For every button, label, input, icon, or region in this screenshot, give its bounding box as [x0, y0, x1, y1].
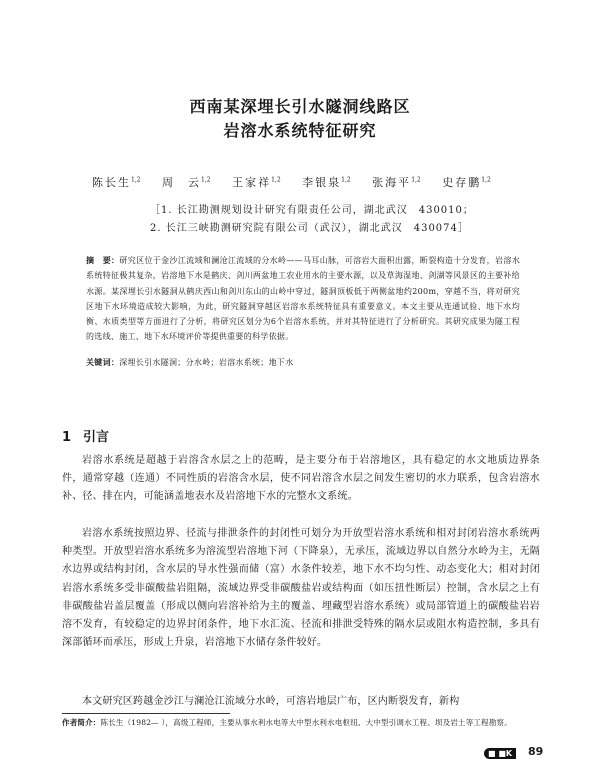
- author: 李银泉$^{1,2}$: [302, 176, 351, 189]
- author: 史存鹏$^{1,2}$: [442, 176, 491, 189]
- body-paragraph-3: 本文研究区跨越金沙江与澜沧江流域分水岭，可溶岩地层广布，区内断裂发育，新构: [82, 696, 460, 707]
- footnote-text: 陈长生（1982— ），高级工程师，主要从事水利水电等大中型水利水电枢纽、大中型引调水工程、坝及岩土等工程勘察。: [100, 718, 512, 727]
- journal-logo-icon: ■ ■K: [484, 748, 516, 759]
- abstract: [86, 253, 520, 345]
- author: 周 云$^{1,2}$: [162, 176, 211, 189]
- keywords-label: 关键词：: [86, 358, 120, 367]
- section-title: 引言: [83, 430, 110, 445]
- abstract-label: 摘 要：: [86, 256, 120, 265]
- affiliation-2: 2. 长江三峡勘测研究院有限公司（武汉），湖北武汉 430074］: [150, 223, 469, 234]
- body-paragraph-1: 岩溶水系统是超越于岩溶含水层之上的范畴，是主要分布于岩溶地区，具有稳定的水文地质边界条件，通常穿越（连通）不同性质的岩溶含水层，使不同岩溶含水层之间发生密切的水力联系，包含岩溶水补、径、排在内，可能涵盖地表水及岩溶地下水的完整水文系统。: [62, 455, 540, 503]
- keywords: [86, 357, 526, 368]
- author: 王家祥$^{1,2}$: [232, 176, 281, 189]
- section-number: 1: [62, 430, 72, 445]
- author: 张海平$^{1,2}$: [372, 176, 421, 189]
- affiliation-1: ［1. 长江勘测规划设计研究有限责任公司，湖北武汉 430010；: [150, 205, 474, 216]
- author-list: [92, 174, 522, 190]
- paper-title-line1: 西南某深埋长引水隧洞线路区: [189, 97, 411, 116]
- author-footnote: [62, 716, 540, 730]
- paper-title-line2: 岩溶水系统特征研究: [223, 121, 377, 140]
- section-heading: [62, 426, 109, 445]
- body-paragraph-2: 岩溶水系统按照边界、径流与排泄条件的封闭性可划分为开放型岩溶水系统和相对封闭岩溶水系统两种类型。开放型岩溶水系统多为溶流型岩溶地下河（下降泉），无承压，流域边界以自然分水岭为主，无隔水边界或结构封闭，含水层的导水性强而储（富）水条件较差，地下水不均匀性、动态变化大；相对封闭岩溶水系统多受非碳酸盐岩阻隔，流域边界受非碳酸盐岩或结构面（如压扭性断层）控制，含水层之上有非碳酸盐岩盖层覆盖（形成以侧向岩溶补给为主的覆盖、埋藏型岩溶水系统）或局部管道上的碳酸盐岩岩溶不发育，有较稳定的边界封闭条件，地下水汇流、径流和排泄受特殊的隔水层或阻水构造控制，多具有深部循环而承压，形成上升泉，岩溶地下水储存条件较好。: [62, 528, 540, 649]
- footnote-label: 作者简介：: [62, 718, 101, 727]
- author: 陈长生$^{1,2}$: [92, 176, 141, 189]
- abstract-text: 研究区位于金沙江流域和澜沧江流域的分水岭——马耳山脉，可溶岩大面积出露，断裂构造十分发育，岩溶水系统特征极其复杂，岩溶地下水是鹤庆、剑川两盆地工农业用水的主要水源，以及草海湿地、剑湖等风景区的主要补给水源。某深埋长引水隧洞从鹤庆西山和剑川东山的山岭中穿过，隧洞顶板低于两侧盆地约200m，穿越不当，将对研究区地下水环境造成较大影响，为此，研究隧洞穿越区岩溶水系统特征具有重要意义。本文主要从连通试验、地下水均衡、水质类型等方面进行了分析，将研究区划分为6个岩溶水系统，并对其特征进行了分析研究。其研究成果为隧工程的选线、施工、地下水环境评价等提供重要的科学依据。: [86, 256, 521, 342]
- page-footer: [470, 745, 570, 760]
- page-number: 89: [528, 745, 544, 758]
- footnote-divider: [62, 713, 230, 714]
- keywords-text: 深埋长引水隧洞；分水岭；岩溶水系统；地下水: [119, 358, 294, 367]
